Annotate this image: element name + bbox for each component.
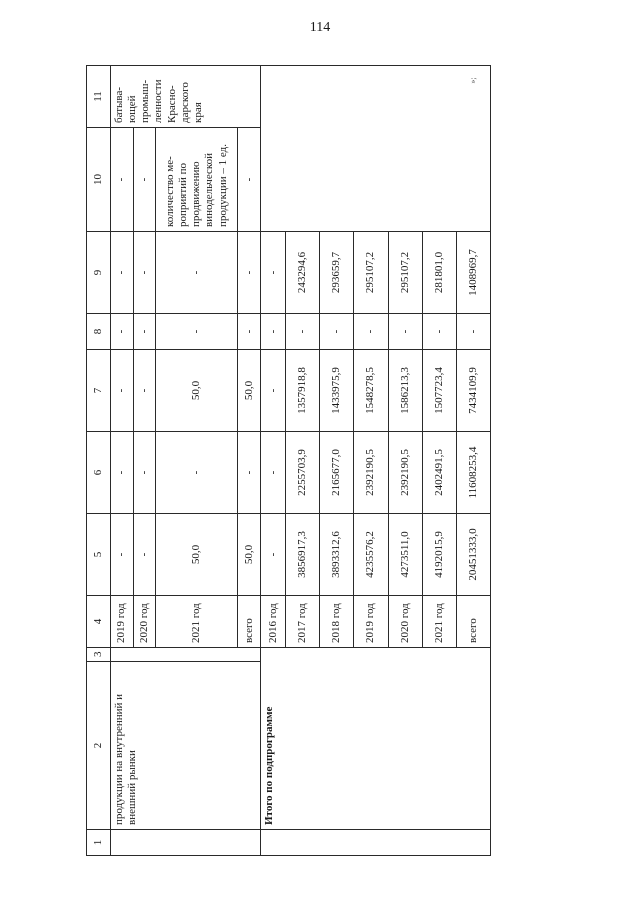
- value-cell: 11608253,4: [456, 432, 490, 514]
- value-cell: -: [238, 128, 261, 232]
- value-cell: -: [156, 432, 238, 514]
- column-number: 3: [87, 648, 111, 662]
- value-cell: -: [133, 128, 156, 232]
- year-cell: 2021 год: [156, 596, 238, 648]
- value-cell: 1357918,8: [286, 350, 320, 432]
- value-cell: 1548278,5: [354, 350, 388, 432]
- year-cell: 2019 год: [354, 596, 388, 648]
- value-cell: -: [261, 314, 286, 350]
- cell: [110, 648, 260, 662]
- column-number: 2: [87, 662, 111, 830]
- value-cell: -: [110, 432, 133, 514]
- year-cell: 2020 год: [388, 596, 422, 648]
- year-cell: всего: [456, 596, 490, 648]
- value-cell: 1433975,9: [320, 350, 354, 432]
- table-row: [110, 66, 133, 856]
- value-cell: -: [110, 232, 133, 314]
- column-number: 7: [87, 350, 111, 432]
- year-cell: 2017 год: [286, 596, 320, 648]
- year-cell: 2019 год: [110, 596, 133, 648]
- value-cell: -: [286, 314, 320, 350]
- value-cell: 293659,7: [320, 232, 354, 314]
- value-cell: 2165677,0: [320, 432, 354, 514]
- column-number: 8: [87, 314, 111, 350]
- column-number-row: [87, 66, 111, 856]
- value-cell: 7434109,9: [456, 350, 490, 432]
- value-cell: -: [422, 314, 456, 350]
- value-cell: 20451333,0: [456, 514, 490, 596]
- value-cell: 281801,0: [422, 232, 456, 314]
- value-cell: -: [133, 232, 156, 314]
- value-cell: -: [261, 432, 286, 514]
- value-cell: 2255703,9: [286, 432, 320, 514]
- value-cell: 2392190,5: [354, 432, 388, 514]
- value-cell: 50,0: [156, 514, 238, 596]
- column-number: 11: [87, 66, 111, 128]
- value-cell: -: [133, 350, 156, 432]
- year-cell: 2021 год: [422, 596, 456, 648]
- value-cell: 50,0: [238, 350, 261, 432]
- continuation-mark: »;: [468, 77, 478, 84]
- value-cell: -: [238, 314, 261, 350]
- value-cell: -: [354, 314, 388, 350]
- document-sheet: [86, 76, 491, 856]
- cell: [110, 830, 260, 856]
- value-cell: -: [156, 232, 238, 314]
- value-cell: 50,0: [156, 350, 238, 432]
- value-cell: -: [238, 432, 261, 514]
- value-cell: 295107,2: [354, 232, 388, 314]
- value-cell: 2392190,5: [388, 432, 422, 514]
- value-cell: 3893312,6: [320, 514, 354, 596]
- value-cell: 3856917,3: [286, 514, 320, 596]
- executor-cell: батыва-ющей промыш-ленности Красно-дарского края: [110, 66, 260, 128]
- column-number: 6: [87, 432, 111, 514]
- value-cell: 4192015,9: [422, 514, 456, 596]
- subprogram-table: [86, 65, 491, 856]
- value-cell: 4273511,0: [388, 514, 422, 596]
- value-cell: 243294,6: [286, 232, 320, 314]
- column-number: 1: [87, 830, 111, 856]
- measure-name: продукции на внутренний и внешний рынки: [110, 662, 260, 830]
- value-cell: -: [110, 128, 133, 232]
- value-cell: 2402491,5: [422, 432, 456, 514]
- column-number: 4: [87, 596, 111, 648]
- indicator-cell: количество ме-роприятий по продвижению винодельческой продукции – 1 ед.: [156, 128, 238, 232]
- year-cell: 2016 год: [261, 596, 286, 648]
- cell: [261, 830, 491, 856]
- value-cell: -: [110, 350, 133, 432]
- value-cell: 4235576,2: [354, 514, 388, 596]
- value-cell: 1586213,3: [388, 350, 422, 432]
- value-cell: -: [110, 314, 133, 350]
- value-cell: -: [261, 514, 286, 596]
- value-cell: 1507723,4: [422, 350, 456, 432]
- value-cell: -: [133, 432, 156, 514]
- value-cell: 50,0: [238, 514, 261, 596]
- value-cell: 295107,2: [388, 232, 422, 314]
- column-number: 9: [87, 232, 111, 314]
- value-cell: -: [133, 514, 156, 596]
- value-cell: -: [156, 314, 238, 350]
- column-number: 5: [87, 514, 111, 596]
- year-cell: 2018 год: [320, 596, 354, 648]
- value-cell: -: [238, 232, 261, 314]
- value-cell: -: [320, 314, 354, 350]
- total-label: Итого по подпрограмме: [261, 648, 491, 830]
- year-cell: всего: [238, 596, 261, 648]
- column-number: 10: [87, 128, 111, 232]
- value-cell: 1408969,7: [456, 232, 490, 314]
- value-cell: -: [388, 314, 422, 350]
- table-row: [261, 66, 286, 856]
- value-cell: -: [261, 350, 286, 432]
- page-number: 114: [309, 20, 331, 35]
- cell: [261, 66, 491, 232]
- value-cell: -: [110, 514, 133, 596]
- value-cell: -: [261, 232, 286, 314]
- value-cell: -: [133, 314, 156, 350]
- value-cell: -: [456, 314, 490, 350]
- rotated-table-container: [86, 76, 491, 856]
- year-cell: 2020 год: [133, 596, 156, 648]
